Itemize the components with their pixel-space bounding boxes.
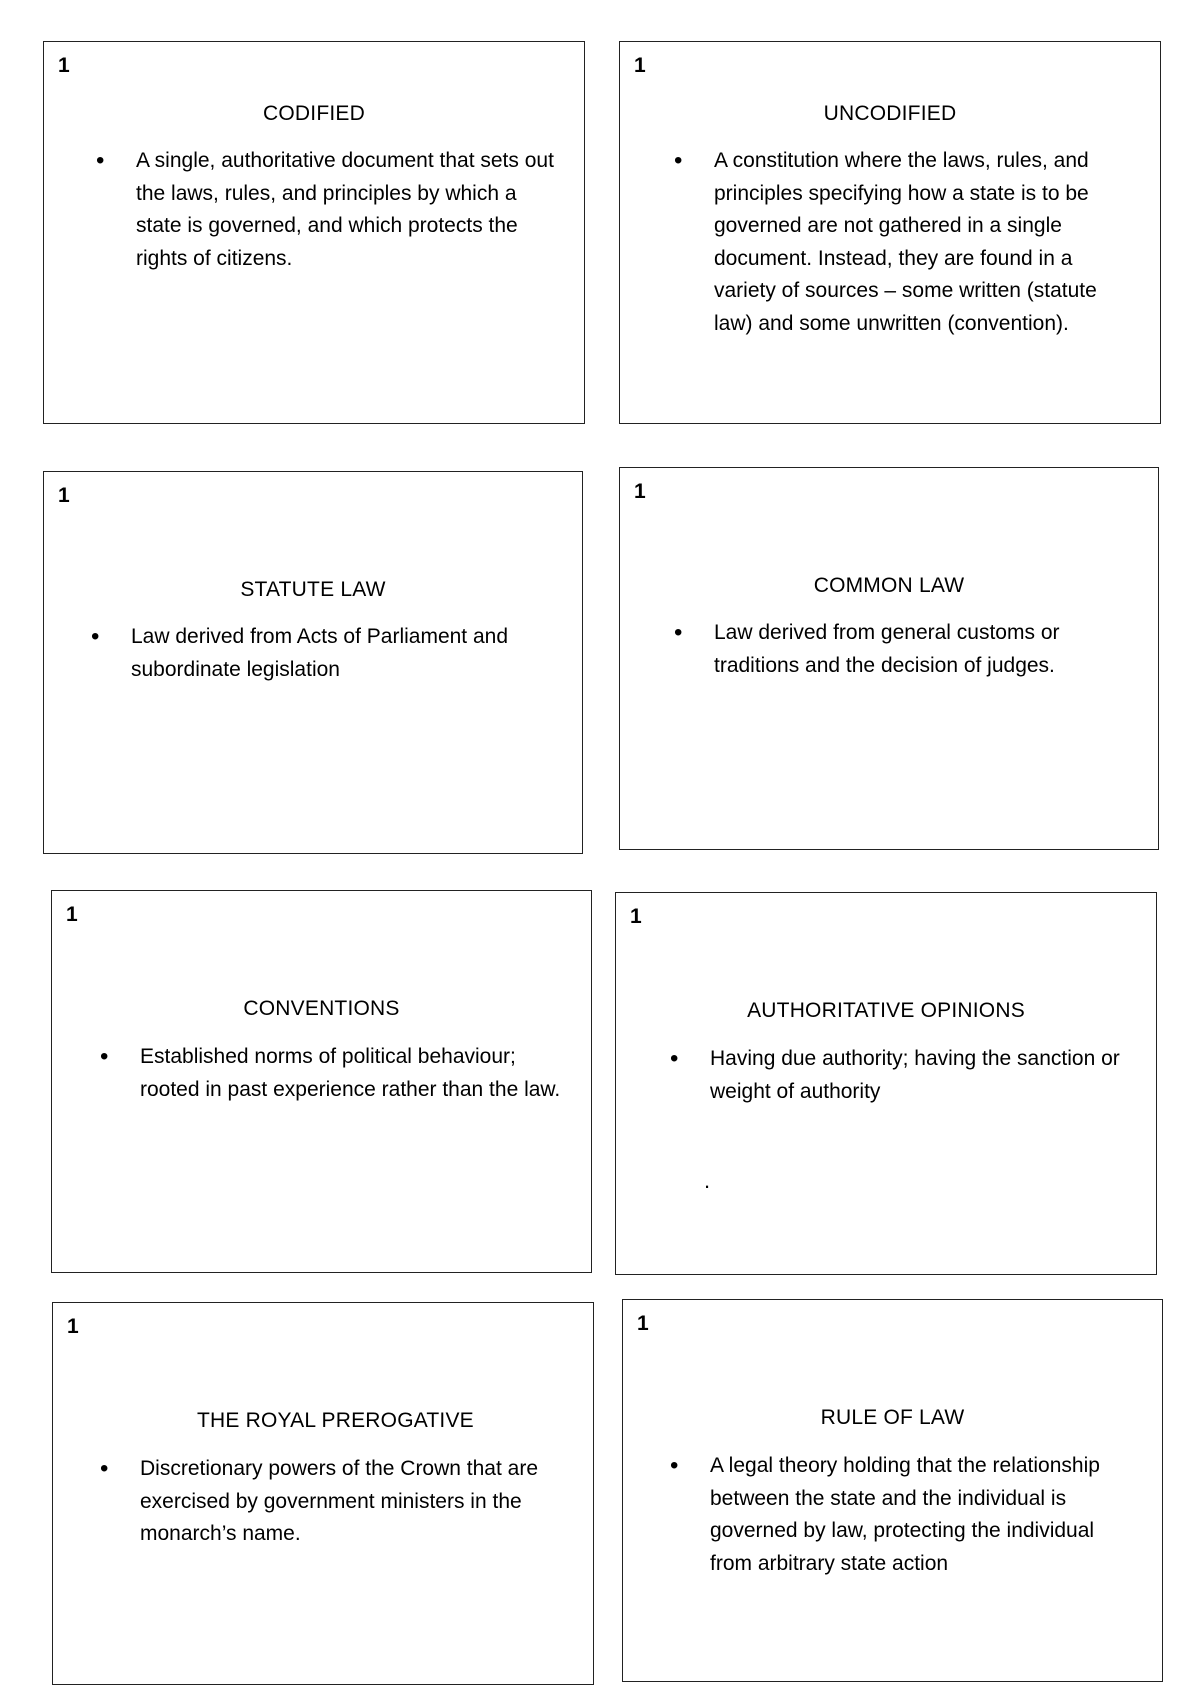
flashcard-uncodified (619, 41, 1161, 424)
stray-period: . (704, 1168, 711, 1193)
flashcard-rule-of-law (622, 1299, 1163, 1682)
card-title: UNCODIFIED (823, 102, 957, 125)
flashcard-conventions (51, 890, 592, 1273)
flashcard-authoritative-opinions (615, 892, 1157, 1275)
flashcard-statute-law (43, 471, 583, 854)
card-number: 1 (58, 484, 70, 507)
card-number: 1 (67, 1315, 79, 1338)
card-number: 1 (637, 1312, 649, 1335)
card-definition: Having due authority; having the sanction or weight of authority (710, 1047, 1120, 1103)
card-title: CODIFIED (263, 102, 365, 125)
card-definition: Discretionary powers of the Crown that are exercised by government ministers in the monarch’s name. (140, 1457, 539, 1545)
bullet-icon: • (96, 147, 105, 174)
flashcard-common-law (619, 467, 1159, 850)
card-definition: Established norms of political behaviour; rooted in past experience rather than the law. (140, 1045, 561, 1101)
card-title: CONVENTIONS (243, 997, 400, 1020)
card-definition: A constitution where the laws, rules, and principles specifying how a state is to be governed are not gathered in a single document. Instead, they are found in a variety of sources – some written (statute law) and some unwritten (convention). (714, 149, 1097, 335)
bullet-icon: • (100, 1043, 109, 1070)
card-definition: Law derived from general customs or traditions and the decision of judges. (714, 621, 1060, 677)
bullet-icon: • (674, 147, 683, 174)
card-number: 1 (634, 480, 646, 503)
card-number: 1 (58, 54, 70, 77)
bullet-icon: • (670, 1452, 679, 1479)
bullet-icon: • (670, 1045, 679, 1072)
bullet-icon: • (674, 619, 683, 646)
card-number: 1 (634, 54, 646, 77)
flashcard-codified (43, 41, 585, 424)
card-title: AUTHORITATIVE OPINIONS (747, 999, 1025, 1022)
card-definition: A single, authoritative document that sets out the laws, rules, and principles by which a state is governed, and which protects the rights of citizens. (136, 149, 554, 270)
card-title: THE ROYAL PREROGATIVE (197, 1409, 474, 1432)
card-definition: Law derived from Acts of Parliament and subordinate legislation (131, 625, 509, 681)
card-definition: A legal theory holding that the relationship between the state and the individual is governed by law, protecting the individual from arbitrary state action (710, 1454, 1100, 1575)
flashcard-royal-prerogative (52, 1302, 594, 1685)
bullet-icon: • (91, 623, 100, 650)
card-number: 1 (630, 905, 642, 928)
card-title: STATUTE LAW (240, 578, 386, 601)
card-title: COMMON LAW (813, 574, 965, 597)
card-title: RULE OF LAW (820, 1406, 965, 1429)
bullet-icon: • (100, 1455, 109, 1482)
card-number: 1 (66, 903, 78, 926)
